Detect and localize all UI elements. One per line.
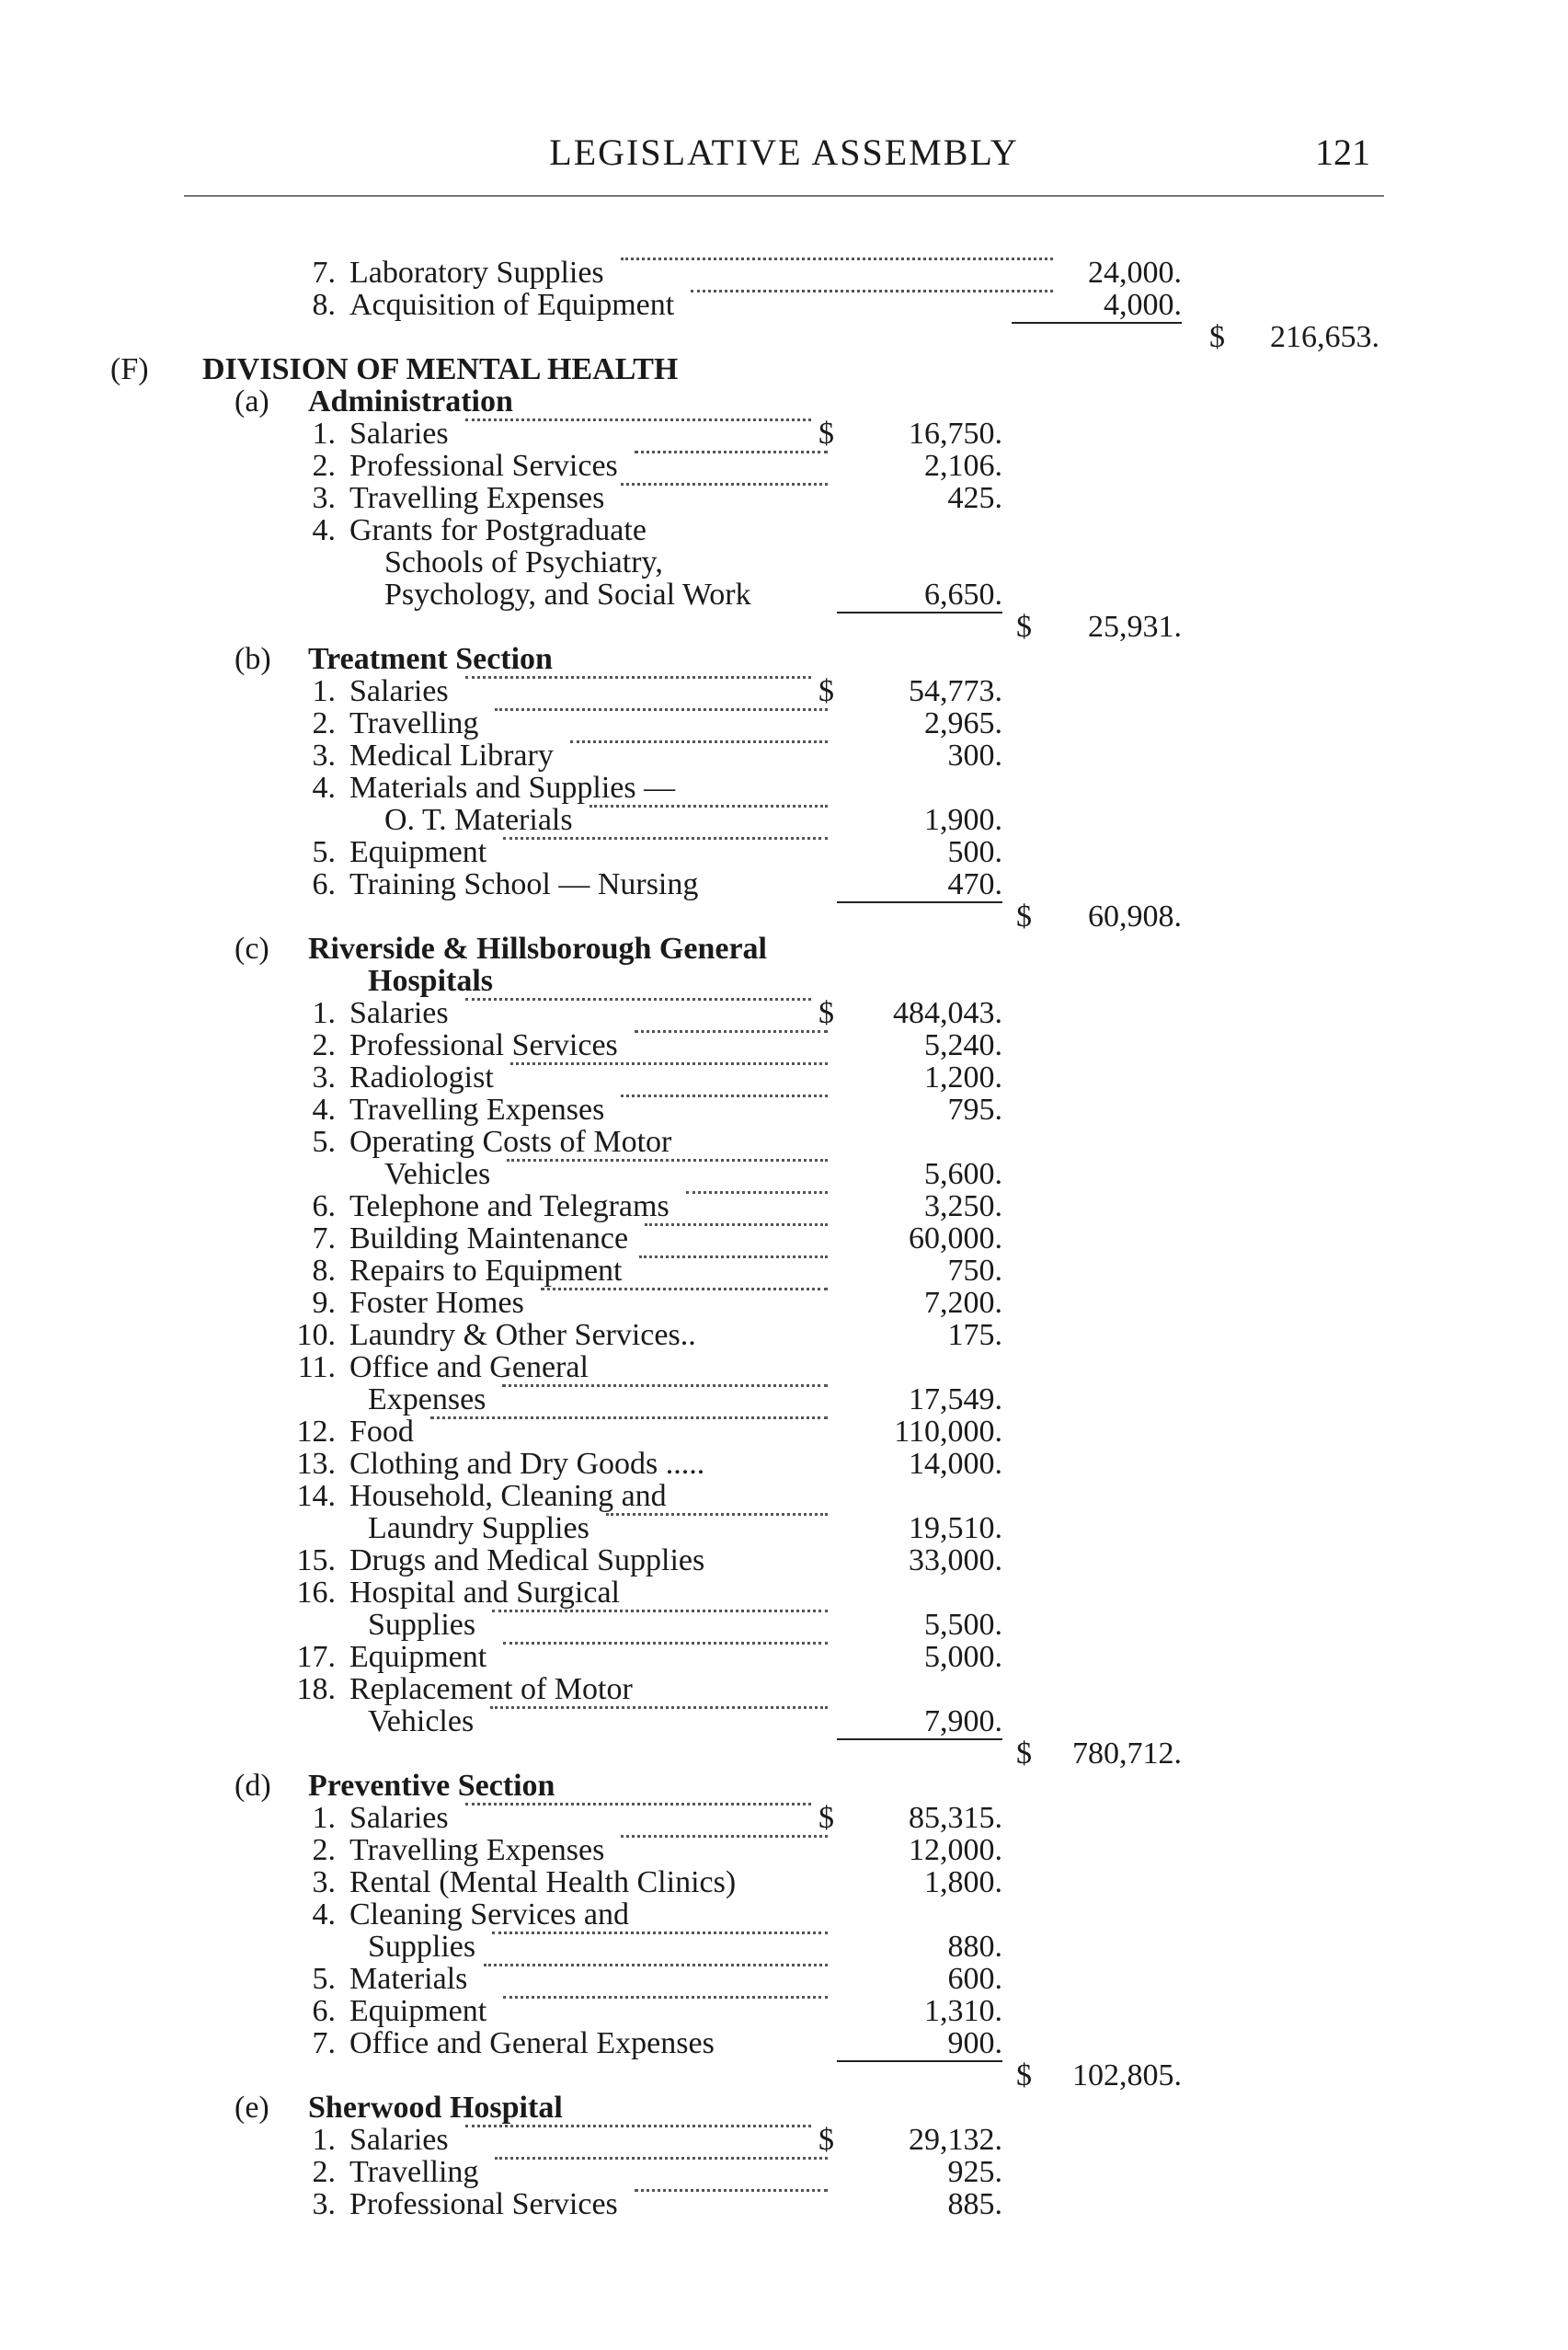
item-number: 1. bbox=[312, 2123, 336, 2157]
item-number: 6. bbox=[312, 1994, 336, 2028]
amount: 16,750. bbox=[909, 417, 1002, 451]
line-item bbox=[0, 1964, 1568, 1995]
item-label: Hospitals bbox=[368, 964, 494, 998]
item-number: 5. bbox=[312, 835, 336, 869]
total-rule bbox=[1012, 322, 1182, 324]
item-label: Preventive Section bbox=[308, 1769, 555, 1803]
amount: 3,250. bbox=[924, 1189, 1002, 1223]
dot-leader bbox=[465, 2125, 811, 2127]
item-label: Supplies bbox=[368, 1608, 476, 1642]
item-number: 3. bbox=[312, 1865, 336, 1899]
dollar-sign: $ bbox=[818, 674, 834, 708]
line-item bbox=[0, 1899, 1568, 1931]
item-number: 6. bbox=[312, 867, 336, 901]
total-amount: 216,653. bbox=[1270, 320, 1379, 354]
item-label: Salaries bbox=[349, 1801, 449, 1835]
amount: 29,132. bbox=[909, 2123, 1002, 2157]
amount: 175. bbox=[947, 1318, 1002, 1352]
item-number: 15. bbox=[296, 1543, 336, 1577]
item-number: 6. bbox=[312, 1189, 336, 1223]
item-number: 7. bbox=[312, 1221, 336, 1255]
amount: 5,500. bbox=[924, 1608, 1002, 1642]
line-item bbox=[0, 2189, 1568, 2220]
amount: 85,315. bbox=[909, 1801, 1002, 1835]
dot-leader bbox=[621, 1835, 828, 1838]
amount: 470. bbox=[947, 867, 1002, 901]
amount: 7,900. bbox=[924, 1704, 1002, 1738]
section-heading bbox=[0, 644, 1568, 675]
amount: 885. bbox=[947, 2187, 1002, 2221]
amount: 24,000. bbox=[1088, 256, 1182, 290]
item-number: 12. bbox=[296, 1415, 336, 1449]
subtotal-amount: 780,712. bbox=[1072, 1737, 1182, 1771]
dollar-sign: $ bbox=[1209, 320, 1225, 354]
line-item bbox=[0, 1642, 1568, 1673]
item-label: Building Maintenance bbox=[349, 1221, 629, 1255]
dollar-sign: $ bbox=[818, 1801, 834, 1835]
line-item bbox=[0, 1932, 1568, 1963]
line-item bbox=[0, 1288, 1568, 1319]
dot-leader bbox=[495, 708, 828, 711]
page-number: 121 bbox=[1315, 132, 1370, 173]
item-label: Operating Costs of Motor bbox=[349, 1125, 672, 1159]
line-item bbox=[0, 290, 1568, 321]
amount: 5,000. bbox=[924, 1640, 1002, 1674]
item-label: Repairs to Equipment bbox=[349, 1254, 623, 1288]
item-number: 4. bbox=[312, 1897, 336, 1932]
dollar-sign: $ bbox=[818, 996, 834, 1030]
line-item bbox=[0, 1223, 1568, 1255]
item-number: 3. bbox=[312, 2187, 336, 2221]
item-label: Rental (Mental Health Clinics) bbox=[349, 1865, 737, 1899]
item-number: 8. bbox=[312, 288, 336, 322]
item-label: Professional Services bbox=[349, 1028, 618, 1062]
amount: 750. bbox=[947, 1254, 1002, 1288]
dot-leader bbox=[510, 1062, 828, 1065]
line-item bbox=[0, 998, 1568, 1029]
line-item bbox=[0, 1513, 1568, 1544]
amount: 7,200. bbox=[924, 1286, 1002, 1320]
dot-leader bbox=[503, 1996, 828, 1999]
item-label: Clothing and Dry Goods ..... bbox=[349, 1447, 705, 1481]
line-item bbox=[0, 579, 1568, 611]
item-number: 13. bbox=[296, 1447, 336, 1481]
amount: 6,650. bbox=[924, 578, 1002, 612]
dot-leader bbox=[645, 1223, 828, 1226]
item-label: Laboratory Supplies bbox=[349, 256, 604, 290]
amount: 900. bbox=[947, 2026, 1002, 2060]
item-label: Acquisition of Equipment bbox=[349, 288, 675, 322]
dot-leader bbox=[465, 676, 811, 679]
dot-leader bbox=[495, 2157, 828, 2160]
item-label: Hospital and Surgical bbox=[349, 1576, 620, 1610]
line-item bbox=[0, 1062, 1568, 1094]
item-number: 2. bbox=[312, 1833, 336, 1867]
subtotal-amount: 25,931. bbox=[1088, 610, 1182, 644]
amount: 54,773. bbox=[909, 674, 1002, 708]
amount: 2,965. bbox=[924, 706, 1002, 740]
amount: 795. bbox=[947, 1093, 1002, 1127]
item-label: Supplies bbox=[368, 1930, 476, 1964]
line-item bbox=[0, 1449, 1568, 1480]
item-label: Equipment bbox=[349, 835, 487, 869]
total-rule bbox=[837, 612, 1002, 613]
dot-leader bbox=[484, 1964, 828, 1966]
item-number: 16. bbox=[296, 1576, 336, 1610]
item-number: 3. bbox=[312, 739, 336, 773]
line-item bbox=[0, 1545, 1568, 1576]
item-label: Telephone and Telegrams bbox=[349, 1189, 670, 1223]
dot-leader bbox=[691, 290, 1053, 292]
subtotal-row bbox=[0, 2060, 1568, 2092]
line-item bbox=[0, 258, 1568, 289]
item-label: Vehicles bbox=[368, 1704, 475, 1738]
line-item bbox=[0, 1095, 1568, 1126]
subtotal-amount: 60,908. bbox=[1088, 900, 1182, 934]
amount: 500. bbox=[947, 835, 1002, 869]
item-number: 2. bbox=[312, 706, 336, 740]
total-rule bbox=[837, 901, 1002, 903]
dot-leader bbox=[635, 2189, 828, 2192]
line-item bbox=[0, 1996, 1568, 2027]
dot-leader bbox=[503, 1642, 828, 1645]
item-number: 1. bbox=[312, 417, 336, 451]
section-letter: (a) bbox=[235, 384, 269, 418]
amount: 19,510. bbox=[909, 1511, 1002, 1545]
line-item bbox=[0, 547, 1568, 579]
line-item bbox=[0, 1127, 1568, 1158]
item-label: Professional Services bbox=[349, 449, 618, 483]
item-label: Laundry & Other Services.. bbox=[349, 1318, 696, 1352]
item-label: Travelling bbox=[349, 2155, 479, 2189]
item-number: 7. bbox=[312, 2026, 336, 2060]
section-letter: (b) bbox=[235, 642, 271, 676]
amount: 17,549. bbox=[909, 1382, 1002, 1416]
line-item bbox=[0, 2028, 1568, 2059]
line-item bbox=[0, 483, 1568, 514]
amount: 5,240. bbox=[924, 1028, 1002, 1062]
section-letter: (e) bbox=[235, 2091, 269, 2125]
item-number: 10. bbox=[296, 1318, 336, 1352]
item-label: Cleaning Services and bbox=[349, 1897, 630, 1932]
section-heading bbox=[0, 2092, 1568, 2124]
line-item bbox=[0, 2125, 1568, 2156]
amount: 14,000. bbox=[909, 1447, 1002, 1481]
item-label: Grants for Postgraduate bbox=[349, 513, 647, 547]
item-label: Equipment bbox=[349, 1994, 487, 2028]
item-label: Training School — Nursing bbox=[349, 867, 699, 901]
dollar-sign: $ bbox=[818, 2123, 834, 2157]
item-number: 8. bbox=[312, 1254, 336, 1288]
amount: 600. bbox=[947, 1962, 1002, 1996]
item-label: Sherwood Hospital bbox=[308, 2091, 563, 2125]
line-item bbox=[0, 676, 1568, 707]
line-item bbox=[0, 2157, 1568, 2188]
item-label: Salaries bbox=[349, 417, 449, 451]
amount: 425. bbox=[947, 481, 1002, 515]
line-item bbox=[0, 740, 1568, 772]
amount: 1,310. bbox=[924, 1994, 1002, 2028]
line-item bbox=[0, 1803, 1568, 1834]
dot-leader bbox=[492, 1932, 828, 1934]
item-label: Medical Library bbox=[349, 739, 554, 773]
amount: 12,000. bbox=[909, 1833, 1002, 1867]
subtotal-row bbox=[0, 322, 1568, 353]
item-label: Salaries bbox=[349, 674, 449, 708]
dot-leader bbox=[507, 1159, 828, 1162]
item-label: Equipment bbox=[349, 1640, 487, 1674]
subtotal-row bbox=[0, 612, 1568, 643]
item-number: 9. bbox=[312, 1286, 336, 1320]
page-title: LEGISLATIVE ASSEMBLY bbox=[549, 132, 1019, 173]
item-number: 5. bbox=[312, 1962, 336, 1996]
dollar-sign: $ bbox=[818, 417, 834, 451]
amount: 1,800. bbox=[924, 1865, 1002, 1899]
dot-leader bbox=[465, 1803, 811, 1805]
line-item bbox=[0, 708, 1568, 739]
amount: 5,600. bbox=[924, 1157, 1002, 1191]
section-heading bbox=[0, 934, 1568, 965]
dot-leader bbox=[541, 1288, 828, 1290]
item-number: 18. bbox=[296, 1672, 336, 1706]
line-item bbox=[0, 1255, 1568, 1287]
dot-leader bbox=[465, 998, 811, 1001]
section-letter: (F) bbox=[110, 352, 149, 386]
dot-leader bbox=[589, 805, 828, 808]
item-label: Office and General Expenses bbox=[349, 2026, 715, 2060]
section-letter: (d) bbox=[235, 1769, 271, 1803]
section-heading bbox=[0, 354, 1568, 385]
line-item bbox=[0, 1867, 1568, 1898]
amount: 484,043. bbox=[893, 996, 1002, 1030]
item-label: Radiologist bbox=[349, 1060, 494, 1095]
line-item bbox=[0, 451, 1568, 482]
dot-leader bbox=[492, 1610, 828, 1612]
item-label: Office and General bbox=[349, 1350, 589, 1384]
dot-leader bbox=[621, 1095, 828, 1097]
section-letter: (c) bbox=[235, 932, 269, 966]
amount: 1,900. bbox=[924, 803, 1002, 837]
line-item bbox=[0, 1706, 1568, 1737]
item-number: 4. bbox=[312, 771, 336, 805]
item-label: Household, Cleaning and bbox=[349, 1479, 667, 1513]
section-heading bbox=[0, 386, 1568, 418]
dot-leader bbox=[686, 1191, 828, 1194]
item-number: 3. bbox=[312, 1060, 336, 1095]
amount: 1,200. bbox=[924, 1060, 1002, 1095]
dot-leader bbox=[606, 1513, 828, 1516]
amount: 110,000. bbox=[894, 1415, 1002, 1449]
item-label: Expenses bbox=[368, 1382, 486, 1416]
dot-leader bbox=[621, 483, 828, 486]
item-number: 3. bbox=[312, 481, 336, 515]
line-item bbox=[0, 837, 1568, 868]
line-item bbox=[0, 966, 1568, 997]
line-item bbox=[0, 869, 1568, 900]
item-label: Professional Services bbox=[349, 2187, 618, 2221]
item-number: 1. bbox=[312, 674, 336, 708]
item-number: 14. bbox=[296, 1479, 336, 1513]
item-label: Vehicles bbox=[384, 1157, 491, 1191]
amount: 33,000. bbox=[909, 1543, 1002, 1577]
item-label: Drugs and Medical Supplies bbox=[349, 1543, 705, 1577]
dollar-sign: $ bbox=[1016, 900, 1032, 934]
line-item bbox=[0, 1384, 1568, 1416]
item-label: Laundry Supplies bbox=[368, 1511, 589, 1545]
item-number: 2. bbox=[312, 1028, 336, 1062]
item-label: Materials bbox=[349, 1962, 468, 1996]
amount: 4,000. bbox=[1104, 288, 1182, 322]
item-number: 7. bbox=[312, 256, 336, 290]
total-rule bbox=[837, 1738, 1002, 1740]
line-item bbox=[0, 1674, 1568, 1705]
amount: 880. bbox=[947, 1930, 1002, 1964]
total-rule bbox=[837, 2060, 1002, 2062]
item-number: 17. bbox=[296, 1640, 336, 1674]
dot-leader bbox=[621, 258, 1053, 260]
item-label: Salaries bbox=[349, 2123, 449, 2157]
line-item bbox=[0, 515, 1568, 546]
line-item bbox=[0, 1030, 1568, 1061]
item-number: 2. bbox=[312, 2155, 336, 2189]
item-label: Travelling Expenses bbox=[349, 481, 605, 515]
dot-leader bbox=[502, 1384, 828, 1387]
item-number: 4. bbox=[312, 513, 336, 547]
item-label: Travelling bbox=[349, 706, 479, 740]
amount: 925. bbox=[947, 2155, 1002, 2189]
subtotal-row bbox=[0, 901, 1568, 933]
line-item bbox=[0, 805, 1568, 836]
dot-leader bbox=[430, 1416, 828, 1419]
dot-leader bbox=[635, 451, 828, 453]
line-item bbox=[0, 418, 1568, 450]
line-item bbox=[0, 1191, 1568, 1222]
item-label: Administration bbox=[308, 384, 513, 418]
dot-leader bbox=[503, 837, 828, 840]
amount: 2,106. bbox=[924, 449, 1002, 483]
subtotal-row bbox=[0, 1738, 1568, 1770]
item-label: Travelling Expenses bbox=[349, 1093, 605, 1127]
item-label: Salaries bbox=[349, 996, 449, 1030]
line-item bbox=[0, 773, 1568, 804]
item-number: 1. bbox=[312, 1801, 336, 1835]
line-item bbox=[0, 1352, 1568, 1383]
item-label: Schools of Psychiatry, bbox=[384, 545, 663, 579]
dollar-sign: $ bbox=[1016, 1737, 1032, 1771]
item-label: DIVISION OF MENTAL HEALTH bbox=[202, 352, 679, 386]
amount: 300. bbox=[947, 739, 1002, 773]
section-heading bbox=[0, 1771, 1568, 1802]
dot-leader bbox=[639, 1255, 828, 1258]
line-item bbox=[0, 1610, 1568, 1641]
dot-leader bbox=[570, 740, 828, 743]
line-item bbox=[0, 1416, 1568, 1448]
dollar-sign: $ bbox=[1016, 610, 1032, 644]
amount: 60,000. bbox=[909, 1221, 1002, 1255]
dot-leader bbox=[465, 418, 811, 421]
item-number: 4. bbox=[312, 1093, 336, 1127]
item-label: Food bbox=[349, 1415, 414, 1449]
item-number: 11. bbox=[297, 1350, 336, 1384]
dot-leader bbox=[635, 1030, 828, 1033]
item-label: Materials and Supplies — bbox=[349, 771, 676, 805]
line-item bbox=[0, 1320, 1568, 1351]
line-item bbox=[0, 1577, 1568, 1609]
item-label: Riverside & Hillsborough General bbox=[308, 932, 767, 966]
item-label: Foster Homes bbox=[349, 1286, 524, 1320]
dot-leader bbox=[490, 1706, 828, 1709]
line-item bbox=[0, 1481, 1568, 1512]
item-label: Travelling Expenses bbox=[349, 1833, 605, 1867]
item-label: Psychology, and Social Work bbox=[384, 578, 751, 612]
item-number: 5. bbox=[312, 1125, 336, 1159]
item-label: O. T. Materials bbox=[384, 803, 573, 837]
dollar-sign: $ bbox=[1016, 2058, 1032, 2092]
subtotal-amount: 102,805. bbox=[1072, 2058, 1182, 2092]
item-label: Treatment Section bbox=[308, 642, 553, 676]
line-item bbox=[0, 1159, 1568, 1190]
line-item bbox=[0, 1835, 1568, 1866]
item-number: 2. bbox=[312, 449, 336, 483]
item-number: 1. bbox=[312, 996, 336, 1030]
item-label: Replacement of Motor bbox=[349, 1672, 633, 1706]
